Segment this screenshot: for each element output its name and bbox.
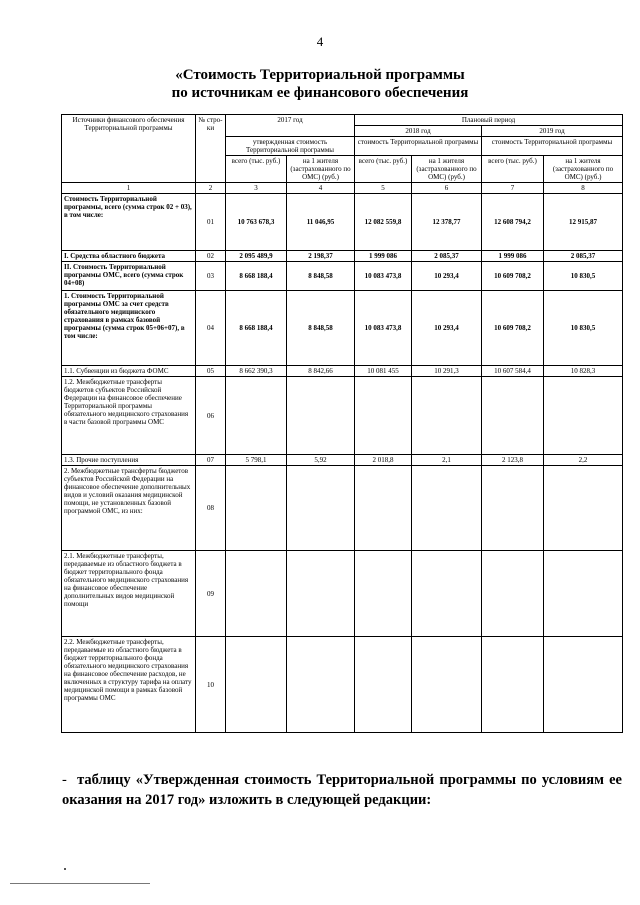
row-value: 2 123,8 bbox=[482, 455, 544, 466]
row-value: 10 763 678,3 bbox=[226, 194, 287, 251]
row-value: 12 082 559,8 bbox=[355, 194, 412, 251]
row-label: I. Средства областного бюджета bbox=[62, 251, 196, 262]
row-label: 1. Стоимость Территориальной программы ОМС за счет средств обязательного медицинского страхования в рамках базовой программы (сумма строк 05+06+07), в том числе: bbox=[62, 291, 196, 366]
row-value: 8 842,66 bbox=[287, 366, 355, 377]
header-approved-cost: утвержденная стоимость Территориальной программы bbox=[226, 137, 355, 156]
row-value: 1 999 086 bbox=[355, 251, 412, 262]
scan-mark bbox=[64, 868, 66, 870]
header-year-2019: 2019 год bbox=[482, 126, 623, 137]
header-year-2018: 2018 год bbox=[355, 126, 482, 137]
header-cost-2019: стоимость Территориальной программы bbox=[482, 137, 623, 156]
row-value bbox=[226, 637, 287, 733]
table-row bbox=[62, 637, 623, 733]
row-value bbox=[412, 377, 482, 455]
title-line-1: «Стоимость Территориальной программы bbox=[175, 67, 465, 83]
row-value: 8 848,58 bbox=[287, 262, 355, 291]
column-number: 7 bbox=[482, 183, 544, 194]
row-value: 11 046,95 bbox=[287, 194, 355, 251]
row-value: 12 378,77 bbox=[412, 194, 482, 251]
amendment-body: таблицу «Утвержденная стоимость Территориальной программы по условиям ее оказания на 2017 год» изложить в следующей редакции: bbox=[62, 772, 622, 808]
row-value: 10 830,5 bbox=[544, 262, 623, 291]
row-label: 2.2. Межбюджетные трансферты, передаваемые из областного бюджета в бюджет территориального фонда обязательного медицинского страхования на финансовое обеспечение расходов, не включенных в структуру тарифа на оплату медицинской помощи в рамках базовой программы ОМС bbox=[62, 637, 196, 733]
row-value bbox=[226, 377, 287, 455]
row-value: 10 291,3 bbox=[412, 366, 482, 377]
row-value bbox=[482, 637, 544, 733]
row-value: 10 609 708,2 bbox=[482, 262, 544, 291]
row-value: 2 095 489,9 bbox=[226, 251, 287, 262]
row-label: 1.2. Межбюджетные трансферты бюджетов субъектов Российской Федерации на финансовое обеспечение Территориальной программы обязательного медицинского страхования в части базовой программы ОМС bbox=[62, 377, 196, 455]
column-number: 4 bbox=[287, 183, 355, 194]
row-value: 1 999 086 bbox=[482, 251, 544, 262]
column-number: 3 bbox=[226, 183, 287, 194]
row-value: 8 848,58 bbox=[287, 291, 355, 366]
header-per-capita-2017: на 1 жителя (застрахованного по ОМС) (руб.) bbox=[287, 156, 355, 183]
row-value: 10 607 584,4 bbox=[482, 366, 544, 377]
row-value bbox=[482, 551, 544, 637]
row-value bbox=[544, 551, 623, 637]
row-value: 2 085,37 bbox=[544, 251, 623, 262]
row-code: 07 bbox=[196, 455, 226, 466]
header-total-2019: всего (тыс. руб.) bbox=[482, 156, 544, 183]
row-value bbox=[412, 551, 482, 637]
row-value: 5,92 bbox=[287, 455, 355, 466]
table-row bbox=[62, 551, 623, 637]
row-value: 12 915,87 bbox=[544, 194, 623, 251]
row-value bbox=[287, 377, 355, 455]
row-code: 03 bbox=[196, 262, 226, 291]
header-per-capita-2019: на 1 жителя (застрахованного по ОМС) (руб.) bbox=[544, 156, 623, 183]
row-value: 10 830,5 bbox=[544, 291, 623, 366]
row-value: 5 798,1 bbox=[226, 455, 287, 466]
header-planned-period: Плановый период bbox=[355, 115, 623, 126]
table-row bbox=[62, 194, 623, 251]
row-value: 10 293,4 bbox=[412, 291, 482, 366]
column-number: 8 bbox=[544, 183, 623, 194]
row-value: 2,1 bbox=[412, 455, 482, 466]
row-value bbox=[482, 377, 544, 455]
row-value: 2 018,8 bbox=[355, 455, 412, 466]
row-value bbox=[355, 466, 412, 551]
row-label: 1.3. Прочие поступления bbox=[62, 455, 196, 466]
footnote-line bbox=[10, 883, 150, 884]
row-value bbox=[355, 377, 412, 455]
row-label: 1.1. Субвенции из бюджета ФОМС bbox=[62, 366, 196, 377]
financing-table bbox=[61, 114, 623, 733]
row-value bbox=[412, 637, 482, 733]
row-code: 10 bbox=[196, 637, 226, 733]
table-row bbox=[62, 377, 623, 455]
row-code: 05 bbox=[196, 366, 226, 377]
row-code: 01 bbox=[196, 194, 226, 251]
row-label: II. Стоимость Территориальной программы ОМС, всего (сумма строк 04+08) bbox=[62, 262, 196, 291]
row-value bbox=[355, 551, 412, 637]
row-value: 10 083 473,8 bbox=[355, 262, 412, 291]
row-code: 08 bbox=[196, 466, 226, 551]
row-value bbox=[226, 466, 287, 551]
row-code: 06 bbox=[196, 377, 226, 455]
row-value bbox=[287, 551, 355, 637]
header-row-no: № стро-ки bbox=[196, 115, 226, 183]
row-value: 12 608 794,2 bbox=[482, 194, 544, 251]
row-value: 2 085,37 bbox=[412, 251, 482, 262]
row-value: 8 668 188,4 bbox=[226, 291, 287, 366]
row-value bbox=[482, 466, 544, 551]
table-row bbox=[62, 366, 623, 377]
column-number: 2 bbox=[196, 183, 226, 194]
row-value bbox=[412, 466, 482, 551]
page-number: 4 bbox=[316, 34, 324, 49]
row-label: Стоимость Территориальной программы, всего (сумма строк 02 + 03), в том числе: bbox=[62, 194, 196, 251]
row-code: 09 bbox=[196, 551, 226, 637]
row-value: 2,2 bbox=[544, 455, 623, 466]
header-cost-2018: стоимость Территориальной программы bbox=[355, 137, 482, 156]
header-sources: Источники финансового обеспечения Территориальной программы bbox=[62, 115, 196, 183]
table-row bbox=[62, 455, 623, 466]
header-per-capita-2018: на 1 жителя (застрахованного по ОМС) (руб.) bbox=[412, 156, 482, 183]
row-value bbox=[287, 637, 355, 733]
header-total-2017: всего (тыс. руб.) bbox=[226, 156, 287, 183]
table-row bbox=[62, 262, 623, 291]
row-value: 10 081 455 bbox=[355, 366, 412, 377]
column-number: 6 bbox=[412, 183, 482, 194]
row-value bbox=[544, 637, 623, 733]
row-value: 10 083 473,8 bbox=[355, 291, 412, 366]
row-value bbox=[544, 466, 623, 551]
row-label: 2. Межбюджетные трансферты бюджетов субъектов Российской Федерации на финансовое обеспечение дополнительных видов и условий оказания медицинской помощи, не установленных базовой программой ОМС, из них: bbox=[62, 466, 196, 551]
table-row bbox=[62, 291, 623, 366]
row-value: 2 198,37 bbox=[287, 251, 355, 262]
amendment-dash: - bbox=[62, 772, 67, 788]
header-year-2017: 2017 год bbox=[226, 115, 355, 137]
row-label: 2.1. Межбюджетные трансферты, передаваемые из областного бюджета в бюджет территориального фонда обязательного медицинского страхования на финансовое обеспечение дополнительных видов медицинской помощи bbox=[62, 551, 196, 637]
row-value: 10 828,3 bbox=[544, 366, 623, 377]
column-number: 5 bbox=[355, 183, 412, 194]
row-value bbox=[544, 377, 623, 455]
row-value: 8 668 188,4 bbox=[226, 262, 287, 291]
row-value: 10 609 708,2 bbox=[482, 291, 544, 366]
table-row bbox=[62, 466, 623, 551]
title-line-2: по источникам ее финансового обеспечения bbox=[171, 85, 469, 101]
row-value bbox=[226, 551, 287, 637]
header-total-2018: всего (тыс. руб.) bbox=[355, 156, 412, 183]
row-value bbox=[355, 637, 412, 733]
row-code: 02 bbox=[196, 251, 226, 262]
row-code: 04 bbox=[196, 291, 226, 366]
row-value: 8 662 390,3 bbox=[226, 366, 287, 377]
column-number: 1 bbox=[62, 183, 196, 194]
column-number-row bbox=[62, 183, 623, 194]
page-title bbox=[0, 66, 640, 102]
row-value: 10 293,4 bbox=[412, 262, 482, 291]
row-value bbox=[287, 466, 355, 551]
amendment-text bbox=[62, 770, 622, 810]
table-row bbox=[62, 251, 623, 262]
